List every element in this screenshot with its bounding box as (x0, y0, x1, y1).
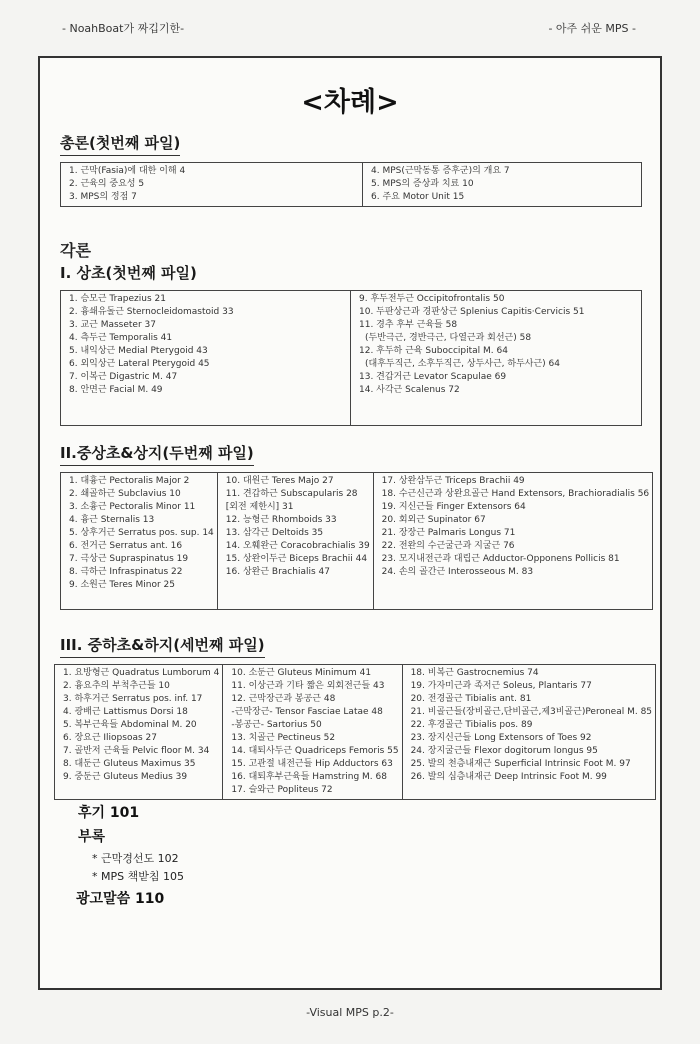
part3-col-3 (402, 665, 655, 800)
part2-col-3 (373, 473, 652, 610)
toc-entry: -근막장근- Tensor Fasciae Latae 48 (231, 707, 383, 717)
toc-entry: 19. 가자미근과 족저근 Soleus, Plantaris 77 (410, 681, 592, 691)
running-header-right: - 아주 쉬운 MPS - (548, 22, 636, 35)
toc-entry: 20. 회외근 Supinator 67 (381, 515, 486, 525)
toc-entry: 18. 수근신근과 상완요골근 Hand Extensors, Brachioradialis 56 (381, 489, 650, 499)
toc-entry: 4. 흉근 Sternalis 13 (69, 515, 155, 525)
toc-entry: (두반극근, 경반극근, 다열근과 회선근) 58 (365, 333, 532, 343)
toc-entry: 2. 근육의 중요성 5 (69, 179, 145, 189)
part3-col-2 (223, 665, 402, 800)
part2-col-1 (61, 473, 218, 610)
toc-entry: 2. 흉요추의 부척추근들 10 (63, 681, 170, 691)
epilogue-entry: 후기 101 (78, 805, 140, 821)
toc-entry: 21. 비골근들(장비골근,단비골근,제3비골근)Peroneal M. 85 (410, 707, 653, 717)
toc-entry: 16. 대퇴후부근육들 Hamstring M. 68 (231, 772, 387, 782)
specific-heading: 각론 (60, 241, 91, 260)
toc-entry: 19. 지신근들 Finger Extensors 64 (381, 502, 526, 512)
toc-entry: 14. 오훼완근 Coracobrachialis 39 (225, 541, 370, 551)
toc-entry: 15. 상완이두근 Biceps Brachii 44 (225, 554, 368, 564)
toc-entry: 23. 장지신근들 Long Extensors of Toes 92 (410, 733, 592, 743)
appendix-title: 부록 (78, 829, 106, 845)
toc-entry: 4. MPS(근막동통 증후군)의 개요 7 (371, 166, 510, 176)
general-toc-table (60, 162, 642, 207)
page-title: <차례> (301, 87, 399, 118)
part2-col-2 (217, 473, 373, 610)
toc-entry: 21. 장장근 Palmaris Longus 71 (381, 528, 516, 538)
appendix-item: * MPS 책받침 105 (92, 870, 184, 883)
toc-entry: 13. 견갑거근 Levator Scapulae 69 (359, 372, 507, 382)
toc-entry: 8. 대둔근 Gluteus Maximus 35 (63, 759, 196, 769)
toc-entry: 24. 손의 골간근 Interosseous M. 83 (381, 567, 534, 577)
toc-entry: 10. 대원근 Teres Majo 27 (225, 476, 334, 486)
toc-entry: 12. 근막장근과 봉공근 48 (231, 694, 336, 704)
toc-entry: 9. 소원근 Teres Minor 25 (69, 580, 175, 590)
toc-entry: [외전 제한시] 31 (225, 502, 294, 512)
part3-col-1 (55, 665, 223, 800)
section-general-title: 총론(첫번째 파일) (60, 132, 180, 156)
toc-entry: 6. 주요 Motor Unit 15 (371, 192, 465, 202)
toc-entry: 14. 대퇴사두근 Quadriceps Femoris 55 (231, 746, 399, 756)
toc-entry: 13. 치골근 Pectineus 52 (231, 733, 336, 743)
toc-entry: 4. 측두근 Temporalis 41 (69, 333, 173, 343)
toc-entry: 22. 전완의 수근굴근과 지굴근 76 (381, 541, 515, 551)
toc-entry: 6. 장요근 Iliopsoas 27 (63, 733, 157, 743)
toc-entry: 7. 극상근 Supraspinatus 19 (69, 554, 189, 564)
toc-entry: -봉공근- Sartorius 50 (231, 720, 322, 730)
toc-entry: 20. 전경골근 Tibialis ant. 81 (410, 694, 532, 704)
toc-entry: 16. 상완근 Brachialis 47 (225, 567, 330, 577)
toc-entry: 3. MPS의 정점 7 (69, 192, 137, 202)
toc-entry: 6. 외익상근 Lateral Pterygoid 45 (69, 359, 210, 369)
toc-entry: 7. 골반저 근육들 Pelvic floor M. 34 (63, 746, 210, 756)
toc-entry: 10. 소둔근 Gluteus Minimum 41 (231, 668, 372, 678)
toc-entry: 13. 삼각근 Deltoids 35 (225, 528, 324, 538)
part3-title: III. 중하초&하지(세번째 파일) (60, 634, 265, 658)
toc-entry: 1. 근막(Fasia)에 대한 이해 4 (69, 166, 186, 176)
ads-entry: 광고말씀 110 (76, 891, 165, 907)
toc-entry: 3. 하후거근 Serratus pos. inf. 17 (63, 694, 203, 704)
toc-entry: 1. 요방형근 Quadratus Lumborum 4 (63, 668, 220, 678)
toc-entry: 5. 상후거근 Serratus pos. sup. 14 (69, 528, 214, 538)
toc-entry: 5. 내익상근 Medial Pterygoid 43 (69, 346, 208, 356)
toc-entry: (대후두직근, 소후두직근, 상두사근, 하두사근) 64 (365, 359, 560, 369)
toc-entry: 11. 경추 후부 근육들 58 (359, 320, 458, 330)
toc-entry: 12. 능형근 Rhomboids 33 (225, 515, 337, 525)
part1-toc-table (60, 290, 642, 426)
part1-col-1 (61, 291, 351, 426)
toc-entry: 8. 안면근 Facial M. 49 (69, 385, 163, 395)
toc-entry: 26. 발의 심층내재근 Deep Intrinsic Foot M. 99 (410, 772, 607, 782)
part3-toc-table (54, 664, 656, 800)
toc-entry: 2. 쇄골하근 Subclavius 10 (69, 489, 181, 499)
toc-entry: 9. 후두전두근 Occipitofrontalis 50 (359, 294, 505, 304)
part2-title: II.중상초&상지(두번째 파일) (60, 442, 254, 466)
toc-entry: 14. 사각근 Scalenus 72 (359, 385, 460, 395)
content-frame (38, 56, 662, 990)
toc-entry: 6. 전거근 Serratus ant. 16 (69, 541, 183, 551)
toc-entry: 17. 슬와근 Popliteus 72 (231, 785, 333, 795)
part2-toc-table (60, 472, 653, 610)
toc-entry: 18. 비복근 Gastrocnemius 74 (410, 668, 539, 678)
toc-entry: 12. 후두하 근육 Suboccipital M. 64 (359, 346, 508, 356)
toc-entry: 4. 광배근 Lattismus Dorsi 18 (63, 707, 188, 717)
appendix-item: * 근막경선도 102 (92, 852, 179, 865)
toc-entry: 5. 복부근육들 Abdominal M. 20 (63, 720, 197, 730)
toc-entry: 7. 이복근 Digastric M. 47 (69, 372, 178, 382)
toc-entry: 15. 고관절 내전근들 Hip Adductors 63 (231, 759, 393, 769)
toc-entry: 1. 승모근 Trapezius 21 (69, 294, 166, 304)
toc-entry: 11. 견갑하근 Subscapularis 28 (225, 489, 358, 499)
toc-entry: 10. 두판상근과 경판상근 Splenius Capitis·Cervicis 51 (359, 307, 585, 317)
toc-entry: 17. 상완삼두근 Triceps Brachii 49 (381, 476, 525, 486)
toc-entry: 3. 교근 Masseter 37 (69, 320, 156, 330)
toc-entry: 11. 이상근과 기타 짧은 외회전근들 43 (231, 681, 385, 691)
general-col-2 (363, 163, 642, 207)
part1-col-2 (351, 291, 642, 426)
toc-entry: 5. MPS의 증상과 치료 10 (371, 179, 474, 189)
part1-title: I. 상초(첫번째 파일) (60, 264, 197, 282)
toc-entry: 9. 중둔근 Gluteus Medius 39 (63, 772, 188, 782)
toc-entry: 1. 대흉근 Pectoralis Major 2 (69, 476, 190, 486)
toc-entry: 24. 장지굴근들 Flexor dogitorum longus 95 (410, 746, 598, 756)
general-col-1 (61, 163, 363, 207)
toc-entry: 2. 흉쇄유돌근 Sternocleidomastoid 33 (69, 307, 234, 317)
page-footer: -Visual MPS p.2- (306, 1006, 394, 1019)
toc-entry: 8. 극하근 Infraspinatus 22 (69, 567, 183, 577)
toc-entry: 22. 후경골근 Tibialis pos. 89 (410, 720, 533, 730)
running-header-left: - NoahBoat가 짜깁기한- (62, 22, 185, 35)
toc-entry: 3. 소흉근 Pectoralis Minor 11 (69, 502, 196, 512)
toc-entry: 23. 모지내전근과 대립근 Adductor-Opponens Pollicis 81 (381, 554, 620, 564)
toc-entry: 25. 발의 천층내재근 Superficial Intrinsic Foot M. 97 (410, 759, 631, 769)
